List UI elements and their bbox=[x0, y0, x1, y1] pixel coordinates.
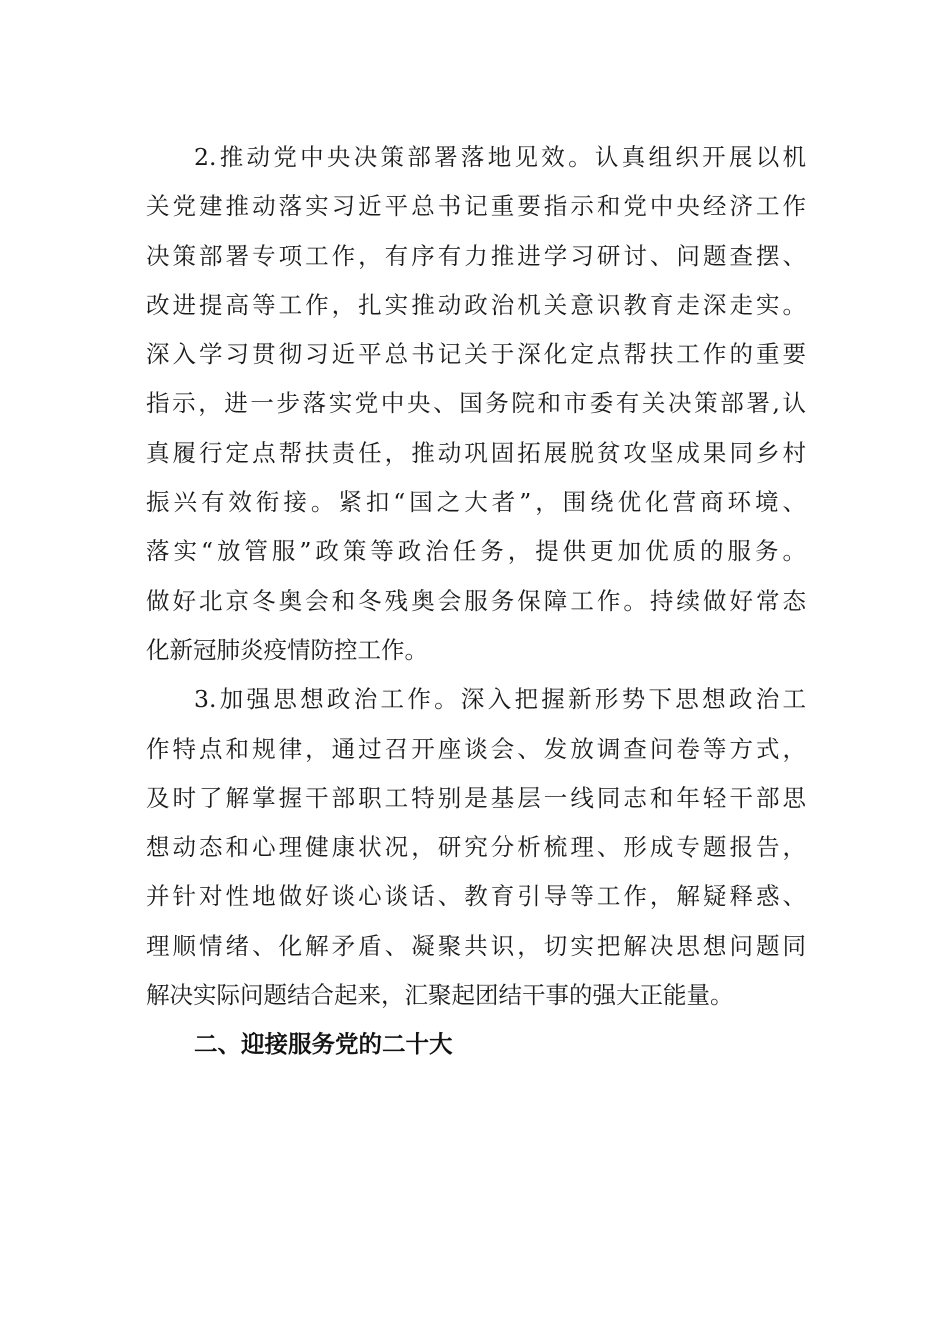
paragraph-line: 化新冠肺炎疫情防控工作。 bbox=[146, 635, 428, 664]
document-body bbox=[146, 133, 806, 1070]
paragraph-line: 解决实际问题结合起来，汇聚起团结干事的强大正能量。 bbox=[146, 981, 734, 1010]
paragraph-line: 落实“放管服”政策等政治任务，提供更加优质的服务。 bbox=[146, 537, 806, 566]
paragraph-line: 深入学习贯彻习近平总书记关于深化定点帮扶工作的重要 bbox=[146, 340, 806, 369]
paragraph-line: 关党建推动落实习近平总书记重要指示和党中央经济工作 bbox=[146, 192, 806, 221]
paragraph-line: 3.加强思想政治工作。深入把握新形势下思想政治工 bbox=[194, 685, 806, 714]
paragraph-line: 想动态和心理健康状况，研究分析梳理、形成专题报告， bbox=[146, 833, 806, 862]
paragraph-line: 理顺情绪、化解矛盾、凝聚共识，切实把解决思想问题同 bbox=[146, 931, 806, 960]
section-heading: 二、迎接服务党的二十大 bbox=[194, 1030, 453, 1059]
paragraph-line: 真履行定点帮扶责任，推动巩固拓展脱贫攻坚成果同乡村 bbox=[146, 438, 806, 467]
paragraph-line: 指示，进一步落实党中央、国务院和市委有关决策部署,认 bbox=[146, 389, 806, 418]
paragraph-line: 2.推动党中央决策部署落地见效。认真组织开展以机 bbox=[194, 143, 806, 171]
paragraph-2 bbox=[146, 133, 806, 675]
paragraph-line: 作特点和规律，通过召开座谈会、发放调查问卷等方式， bbox=[146, 734, 806, 763]
paragraph-3 bbox=[146, 675, 806, 1020]
paragraph-line: 决策部署专项工作，有序有力推进学习研讨、问题查摆、 bbox=[146, 241, 806, 270]
paragraph-line: 做好北京冬奥会和冬残奥会服务保障工作。持续做好常态 bbox=[146, 586, 806, 615]
paragraph-line: 及时了解掌握干部职工特别是基层一线同志和年轻干部思 bbox=[146, 783, 806, 812]
paragraph-line: 改进提高等工作，扎实推动政治机关意识教育走深走实。 bbox=[146, 290, 806, 319]
paragraph-line: 振兴有效衔接。紧扣“国之大者”，围绕优化营商环境、 bbox=[146, 488, 806, 517]
paragraph-line: 并针对性地做好谈心谈话、教育引导等工作，解疑释惑、 bbox=[146, 882, 806, 911]
